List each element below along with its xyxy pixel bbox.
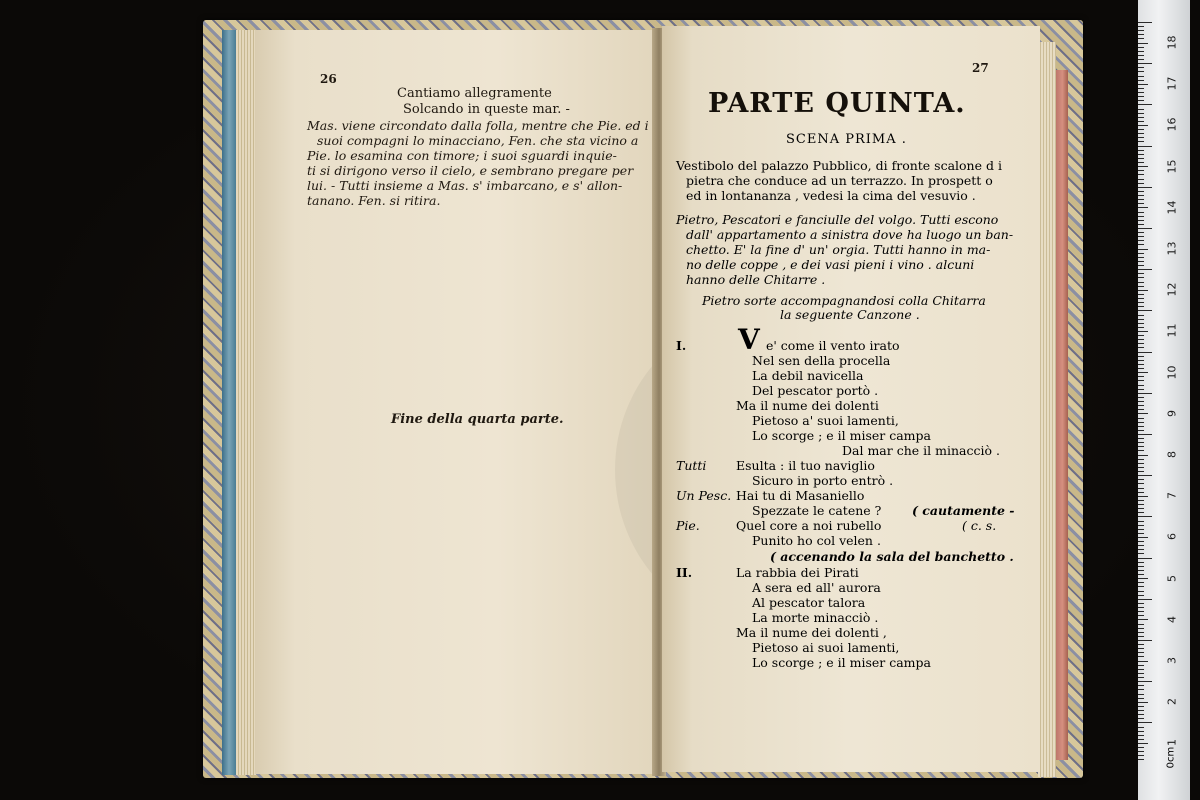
stage-direction-line: Pie. lo esamina con timore; i suoi sguardi inquie- — [307, 148, 617, 163]
ruler-tick — [1138, 450, 1144, 451]
verse-line: La morte minacciò . — [752, 610, 879, 625]
verse-line: Pietoso ai suoi lamenti, — [752, 640, 900, 655]
ruler-number: 4 — [1165, 615, 1179, 623]
ruler-tick — [1138, 541, 1144, 542]
ruler-tick — [1138, 232, 1144, 233]
page-number-right: 27 — [972, 61, 989, 75]
ruler-tick — [1138, 405, 1144, 406]
page-stack-left — [236, 30, 256, 775]
ruler-tick — [1138, 212, 1144, 213]
ruler-tick — [1138, 335, 1144, 336]
ruler-tick — [1138, 504, 1144, 505]
cast-direction-line: dall' appartamento a sinistra dove ha luogo un ban- — [686, 227, 1014, 242]
ruler-tick — [1138, 500, 1144, 501]
ruler-number: 18 — [1165, 35, 1179, 50]
ruler-tick — [1138, 294, 1144, 295]
ruler-tick — [1138, 273, 1144, 274]
part-title: PARTE QUINTA. — [708, 88, 966, 119]
page-number-left: 26 — [320, 72, 337, 86]
ruler-tick — [1138, 187, 1152, 188]
ruler-tick — [1138, 30, 1144, 31]
ruler-tick — [1138, 710, 1144, 711]
verse-line: Sicuro in porto entrò . — [752, 473, 894, 488]
verse-line: ( accenando la sala del banchetto . — [770, 549, 1014, 564]
ruler-tick — [1138, 179, 1144, 180]
ruler-tick — [1138, 323, 1144, 324]
ruler-number: 13 — [1165, 241, 1179, 256]
ruler-number: 8 — [1165, 451, 1179, 458]
ruler-tick — [1138, 104, 1152, 105]
song-intro-line: Pietro sorte accompagnandosi colla Chitarra — [702, 293, 986, 308]
drop-cap: V — [738, 323, 760, 356]
ruler-tick — [1138, 253, 1144, 254]
stage-direction-line: Mas. viene circondato dalla folla, mentre che Pie. ed i — [307, 118, 649, 133]
ruler-number: 15 — [1165, 159, 1179, 174]
measurement-ruler — [1138, 0, 1190, 800]
verse-line: La rabbia dei Pirati — [736, 565, 859, 580]
ruler-tick — [1138, 71, 1144, 72]
page-stack-right — [1038, 42, 1056, 777]
left-page — [255, 30, 657, 774]
verse-line: Cantiamo allegramente — [397, 86, 552, 101]
ruler-tick — [1138, 88, 1144, 89]
ruler-tick — [1138, 356, 1144, 357]
setting-line: Vestibolo del palazzo Pubblico, di fronte scalone d i — [676, 158, 1002, 173]
ruler-tick — [1138, 236, 1144, 237]
ruler-tick — [1138, 727, 1144, 728]
ruler-tick — [1138, 562, 1144, 563]
verse-line: La debil navicella — [752, 368, 864, 383]
ruler-tick — [1138, 632, 1144, 633]
ruler-tick — [1138, 125, 1148, 126]
ruler-tick — [1138, 731, 1144, 732]
ruler-tick — [1138, 706, 1144, 707]
ruler-tick — [1138, 331, 1148, 332]
stage-direction-line: ti si dirigono verso il cielo, e sembrano pregare per — [307, 163, 634, 178]
ruler-number: 7 — [1165, 492, 1179, 500]
ruler-tick — [1138, 665, 1144, 666]
ruler-tick — [1138, 430, 1144, 431]
ruler-tick — [1138, 269, 1152, 270]
ruler-tick — [1138, 162, 1144, 163]
ruler-tick — [1138, 759, 1144, 760]
ruler-tick — [1138, 718, 1144, 719]
ruler-tick — [1138, 224, 1144, 225]
ruler-tick — [1138, 364, 1144, 365]
ruler-tick — [1138, 228, 1152, 229]
ruler-tick — [1138, 619, 1148, 620]
ruler-tick — [1138, 747, 1144, 748]
ruler-tick — [1138, 677, 1144, 678]
ruler-tick — [1138, 615, 1144, 616]
ruler-number: 6 — [1165, 533, 1179, 541]
ruler-number: 10 — [1165, 365, 1179, 380]
ruler-tick — [1138, 652, 1144, 653]
ruler-tick — [1138, 483, 1144, 484]
verse-line: Al pescator talora — [752, 595, 866, 610]
ruler-tick — [1138, 702, 1148, 703]
verse-speaker: Pie. — [676, 518, 700, 533]
ruler-tick — [1138, 735, 1144, 736]
ruler-tick — [1138, 360, 1144, 361]
ruler-tick — [1138, 315, 1144, 316]
ruler-tick — [1138, 34, 1144, 35]
ruler-tick — [1138, 216, 1144, 217]
ruler-tick — [1138, 343, 1144, 344]
verse-line: Pietoso a' suoi lamenti, — [752, 413, 899, 428]
ruler-tick — [1138, 656, 1144, 657]
ruler-tick — [1138, 80, 1144, 81]
ruler-tick — [1138, 47, 1144, 48]
ruler-tick — [1138, 277, 1144, 278]
ruler-tick — [1138, 640, 1152, 641]
ruler-tick — [1138, 55, 1144, 56]
stage-direction-line: tanano. Fen. si ritira. — [307, 193, 441, 208]
scene-heading: SCENA PRIMA . — [786, 132, 907, 147]
ruler-tick — [1138, 570, 1144, 571]
ruler-tick — [1138, 282, 1144, 283]
verse-line: A sera ed all' aurora — [752, 580, 881, 595]
book-edge-blue — [222, 30, 236, 775]
end-of-part-note: Fine della quarta parte. — [391, 412, 564, 427]
ruler-tick — [1138, 154, 1144, 155]
book-edge-red — [1054, 70, 1068, 760]
ruler-tick — [1138, 63, 1152, 64]
ruler-tick — [1138, 92, 1144, 93]
ruler-tick — [1138, 413, 1148, 414]
ruler-tick — [1138, 533, 1144, 534]
ruler-tick — [1138, 467, 1144, 468]
ruler-tick — [1138, 96, 1144, 97]
ruler-tick — [1138, 121, 1144, 122]
ruler-tick — [1138, 401, 1144, 402]
ruler-tick — [1138, 689, 1144, 690]
ruler-tick — [1138, 240, 1144, 241]
ruler-tick — [1138, 203, 1144, 204]
verse-line: Spezzate le catene ? — [752, 503, 882, 518]
verse-line: Quel core a noi rubello — [736, 518, 882, 533]
ruler-tick — [1138, 418, 1144, 419]
cast-direction-line: Pietro, Pescatori e fanciulle del volgo. Tutti escono — [676, 212, 999, 227]
ruler-tick — [1138, 84, 1148, 85]
verse-line: Hai tu di Masaniello — [736, 488, 865, 503]
verse-line: Ma il nume dei dolenti , — [736, 625, 887, 640]
ruler-tick — [1138, 463, 1144, 464]
ruler-tick — [1138, 508, 1144, 509]
ruler-tick — [1138, 298, 1144, 299]
ruler-tick — [1138, 141, 1144, 142]
ruler-tick — [1138, 372, 1148, 373]
ruler-tick — [1138, 244, 1144, 245]
ruler-tick — [1138, 442, 1144, 443]
verse-speaker: Tutti — [676, 458, 707, 473]
ruler-tick — [1138, 117, 1144, 118]
ruler-tick — [1138, 582, 1144, 583]
ruler-tick — [1138, 174, 1144, 175]
ruler-tick — [1138, 755, 1144, 756]
ruler-tick — [1138, 265, 1144, 266]
stage-direction-line: lui. - Tutti insieme a Mas. s' imbarcano, e s' allon- — [307, 178, 623, 193]
ruler-tick — [1138, 525, 1144, 526]
verse-line: Esulta : il tuo naviglio — [736, 458, 875, 473]
ruler-tick — [1138, 586, 1144, 587]
ruler-tick — [1138, 648, 1144, 649]
ruler-tick — [1138, 310, 1152, 311]
ruler-tick — [1138, 422, 1144, 423]
verse-line: e' come il vento irato — [766, 338, 900, 353]
ruler-tick — [1138, 673, 1144, 674]
ruler-tick — [1138, 306, 1144, 307]
ruler-number: 12 — [1165, 282, 1179, 297]
ruler-number: 9 — [1165, 409, 1179, 417]
ruler-tick — [1138, 479, 1144, 480]
ruler-tick — [1138, 599, 1152, 600]
ruler-tick — [1138, 521, 1144, 522]
ruler-tick — [1138, 76, 1144, 77]
verse-line: Ma il nume dei dolenti — [736, 398, 879, 413]
ruler-tick — [1138, 455, 1148, 456]
ruler-tick — [1138, 67, 1144, 68]
ruler-tick — [1138, 38, 1144, 39]
ruler-tick — [1138, 368, 1144, 369]
ruler-tick — [1138, 59, 1144, 60]
ruler-tick — [1138, 319, 1144, 320]
ruler-tick — [1138, 714, 1144, 715]
ruler-tick — [1138, 545, 1144, 546]
ruler-tick — [1138, 385, 1144, 386]
cast-direction-line: hanno delle Chitarre . — [686, 272, 826, 287]
ruler-tick — [1138, 286, 1144, 287]
verse-line: Lo scorge ; e il miser campa — [752, 428, 931, 443]
ruler-tick — [1138, 488, 1144, 489]
ruler-number: 14 — [1165, 200, 1179, 215]
verse-speaker: II. — [676, 565, 693, 580]
ruler-tick — [1138, 492, 1144, 493]
ruler-tick — [1138, 434, 1152, 435]
ruler-tick — [1138, 694, 1144, 695]
ruler-tick — [1138, 26, 1144, 27]
ruler-tick — [1138, 393, 1152, 394]
ruler-tick — [1138, 549, 1144, 550]
ruler-tick — [1138, 516, 1152, 517]
verse-line: Del pescator portò . — [752, 383, 879, 398]
ruler-tick — [1138, 471, 1144, 472]
ruler-tick — [1138, 553, 1144, 554]
ruler-tick — [1138, 389, 1144, 390]
ruler-tick — [1138, 459, 1144, 460]
stage-direction-line: suoi compagni lo minacciano, Fen. che sta vicino a — [317, 133, 639, 148]
verse-line: Lo scorge ; e il miser campa — [752, 655, 931, 670]
ruler-tick — [1138, 43, 1148, 44]
ruler-tick — [1138, 158, 1144, 159]
ruler-tick — [1138, 113, 1144, 114]
stage-aside: ( c. s. — [962, 518, 997, 533]
ruler-tick — [1138, 446, 1144, 447]
ruler-unit-label: 0cm — [1165, 746, 1177, 769]
ruler-tick — [1138, 644, 1144, 645]
ruler-tick — [1138, 496, 1148, 497]
cast-direction-line: chetto. E' la fine d' un' orgia. Tutti hanno in ma- — [686, 242, 991, 257]
ruler-tick — [1138, 257, 1144, 258]
bleed-through-watermark — [615, 310, 657, 630]
ruler-tick — [1138, 743, 1148, 744]
ruler-tick — [1138, 591, 1144, 592]
ruler-tick — [1138, 133, 1144, 134]
ruler-tick — [1138, 150, 1144, 151]
ruler-number: 5 — [1165, 574, 1179, 582]
ruler-tick — [1138, 628, 1144, 629]
ruler-number: 1 — [1165, 739, 1179, 747]
ruler-tick — [1138, 290, 1148, 291]
ruler-tick — [1138, 566, 1144, 567]
ruler-tick — [1138, 603, 1144, 604]
song-intro-line: la seguente Canzone . — [780, 307, 920, 322]
ruler-tick — [1138, 380, 1144, 381]
ruler-tick — [1138, 137, 1144, 138]
verse-line: Solcando in queste mar. - — [403, 102, 570, 117]
ruler-tick — [1138, 438, 1144, 439]
ruler-tick — [1138, 669, 1144, 670]
ruler-tick — [1138, 624, 1144, 625]
ruler-number: 3 — [1165, 657, 1179, 664]
ruler-tick — [1138, 661, 1148, 662]
verse-speaker: Un Pesc. — [676, 488, 732, 503]
ruler-number: 16 — [1165, 117, 1179, 132]
ruler-tick — [1138, 595, 1144, 596]
ruler-tick — [1138, 722, 1152, 723]
ruler-number: 17 — [1165, 76, 1179, 91]
ruler-tick — [1138, 512, 1144, 513]
ruler-tick — [1138, 109, 1144, 110]
ruler-tick — [1138, 426, 1144, 427]
ruler-tick — [1138, 347, 1144, 348]
ruler-tick — [1138, 261, 1144, 262]
ruler-tick — [1138, 207, 1148, 208]
ruler-tick — [1138, 611, 1144, 612]
verse-line: Punito ho col velen . — [752, 533, 881, 548]
ruler-tick — [1138, 558, 1152, 559]
ruler-tick — [1138, 183, 1144, 184]
ruler-tick — [1138, 529, 1144, 530]
ruler-tick — [1138, 199, 1144, 200]
ruler-tick — [1138, 220, 1144, 221]
verse-line: Dal mar che il minacciò . — [842, 443, 1000, 458]
ruler-number: 2 — [1165, 698, 1179, 706]
ruler-tick — [1138, 475, 1152, 476]
ruler-tick — [1138, 574, 1144, 575]
ruler-tick — [1138, 537, 1148, 538]
ruler-tick — [1138, 685, 1144, 686]
verse-speaker: I. — [676, 338, 687, 353]
ruler-tick — [1138, 327, 1144, 328]
ruler-tick — [1138, 681, 1152, 682]
stage-aside: ( cautamente - — [912, 503, 1015, 518]
ruler-tick — [1138, 698, 1144, 699]
setting-line: pietra che conduce ad un terrazzo. In prospett o — [686, 173, 993, 188]
ruler-tick — [1138, 636, 1144, 637]
ruler-tick — [1138, 409, 1144, 410]
ruler-tick — [1138, 166, 1148, 167]
setting-line: ed in lontananza , vedesi la cima del vesuvio . — [686, 188, 976, 203]
ruler-tick — [1138, 51, 1144, 52]
ruler-tick — [1138, 339, 1144, 340]
verse-line: Nel sen della procella — [752, 353, 891, 368]
ruler-tick — [1138, 191, 1144, 192]
ruler-tick — [1138, 739, 1144, 740]
ruler-tick — [1138, 751, 1144, 752]
ruler-tick — [1138, 170, 1144, 171]
ruler-number: 11 — [1165, 323, 1179, 338]
ruler-tick — [1138, 607, 1144, 608]
ruler-tick — [1138, 376, 1144, 377]
ruler-tick — [1138, 352, 1152, 353]
ruler-tick — [1138, 249, 1148, 250]
ruler-tick — [1138, 397, 1144, 398]
cast-direction-line: no delle coppe , e dei vasi pieni i vino . alcuni — [686, 257, 975, 272]
ruler-tick — [1138, 302, 1144, 303]
ruler-tick — [1138, 578, 1148, 579]
ruler-tick — [1138, 146, 1152, 147]
ruler-tick — [1138, 129, 1144, 130]
ruler-tick — [1138, 195, 1144, 196]
ruler-tick — [1138, 22, 1152, 23]
ruler-tick — [1138, 100, 1144, 101]
